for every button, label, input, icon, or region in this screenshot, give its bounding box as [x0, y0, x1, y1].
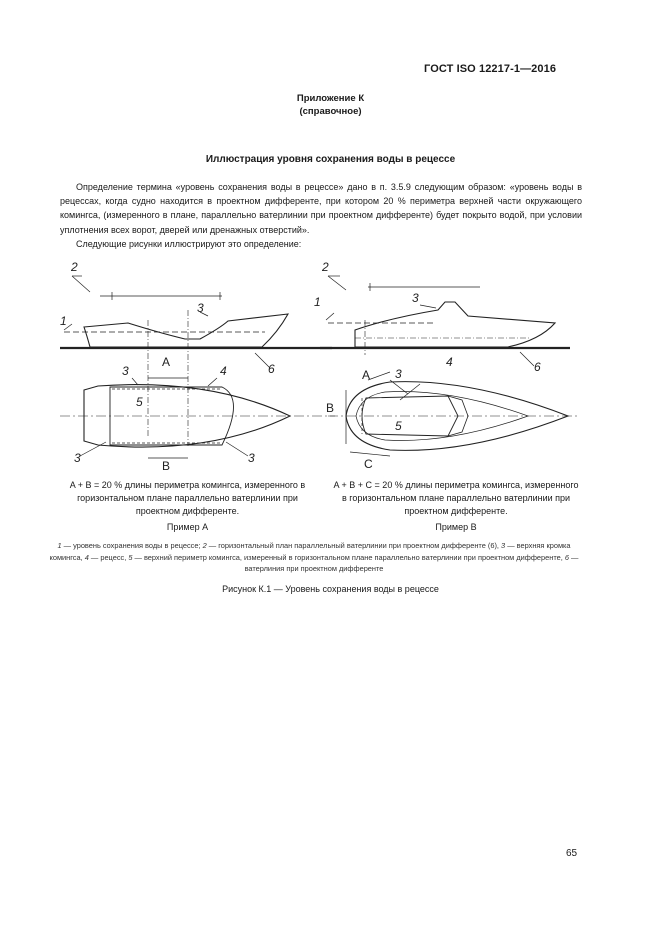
caption-example-b: A + B + C = 20 % длины периметра комингса, измеренного в горизонтальном плане параллельно ватерлинии при проектном дифференте. — [333, 480, 579, 516]
label-3: 3 — [122, 364, 129, 378]
legend-num: 2 — [202, 541, 207, 550]
dimension-b: B — [326, 401, 335, 415]
label-6: 6 — [534, 360, 541, 374]
label-3: 3 — [197, 301, 204, 315]
appendix-heading — [0, 92, 661, 118]
caption-example-a: A + B = 20 % длины периметра комингса, измеренного в горизонтальном плане параллельно ватерлинии при проектном дифференте. — [69, 480, 306, 516]
legend-text: — горизонтальный план параллельный ватерлинии при проектном дифференте (6), — [206, 541, 502, 550]
hull-side-b — [355, 302, 555, 347]
dimension-b: B — [162, 459, 171, 473]
label-6: 6 — [268, 362, 275, 376]
dimension-a: A — [362, 368, 371, 382]
label-2: 2 — [322, 260, 329, 274]
legend-num: 6 — [564, 552, 569, 562]
label-2: 2 — [71, 260, 78, 274]
legend-num: 1 — [57, 541, 62, 550]
appendix-title: Приложение К — [296, 93, 365, 104]
legend-num: 3 — [501, 541, 506, 550]
body-text — [60, 180, 582, 251]
dimension-c: C — [364, 457, 373, 471]
figure-legend — [46, 540, 582, 575]
label-3: 3 — [74, 451, 81, 465]
legend-text: — верхний периметр комингса, измеренный в горизонтальном плане параллельно ватерлинии при проектном дифференте, — [132, 552, 565, 562]
label-1: 1 — [60, 314, 67, 328]
label-5: 5 — [395, 419, 402, 433]
label-3: 3 — [248, 451, 255, 465]
label-5: 5 — [136, 395, 143, 409]
label-4: 4 — [446, 355, 453, 369]
hull-side-a — [84, 314, 288, 347]
legend-text: — ватерлиния при проектном дифференте — [244, 552, 579, 573]
label-3: 3 — [395, 367, 402, 381]
label-3: 3 — [412, 291, 419, 305]
example-b-label: Пример В — [435, 522, 477, 532]
label-4: 4 — [220, 364, 227, 378]
paragraph: Следующие рисунки иллюстрируют это определение: — [76, 238, 302, 249]
example-a-label: Пример А — [166, 522, 209, 532]
section-title: Иллюстрация уровня сохранения воды в рецессе — [205, 154, 456, 165]
legend-text: — верхняя кромка комингса, — [49, 541, 571, 562]
figure-k1-drawing — [50, 250, 590, 478]
paragraph: Определение термина «уровень сохранения воды в рецессе» дано в п. 3.5.9 следующим образом: «уровень воды в рецессах, когда судно находится в проектном дифференте, при котором 20 % периметра верхней части окружающего комингса, (измеренного в плане, параллельно ватерлинии при проектном дифференте) будет покрыто водой, при условии уплотнения всех ворот, дверей или дренажных отверстий». — [60, 182, 582, 235]
legend-text: — уровень сохранения воды в рецессе; — [61, 541, 203, 550]
dimension-a: A — [162, 355, 171, 369]
legend-num: 4 — [84, 552, 89, 562]
standard-designation: ГОСТ ISO 12217-1—2016 — [424, 63, 557, 75]
figure-title: Рисунок К.1 — Уровень сохранения воды в рецессе — [222, 584, 439, 594]
appendix-subtitle: (справочное) — [299, 106, 362, 117]
legend-num: 5 — [128, 552, 133, 562]
legend-text: — рецесс, — [88, 552, 129, 562]
page-number: 65 — [566, 848, 578, 859]
label-1: 1 — [314, 295, 321, 309]
